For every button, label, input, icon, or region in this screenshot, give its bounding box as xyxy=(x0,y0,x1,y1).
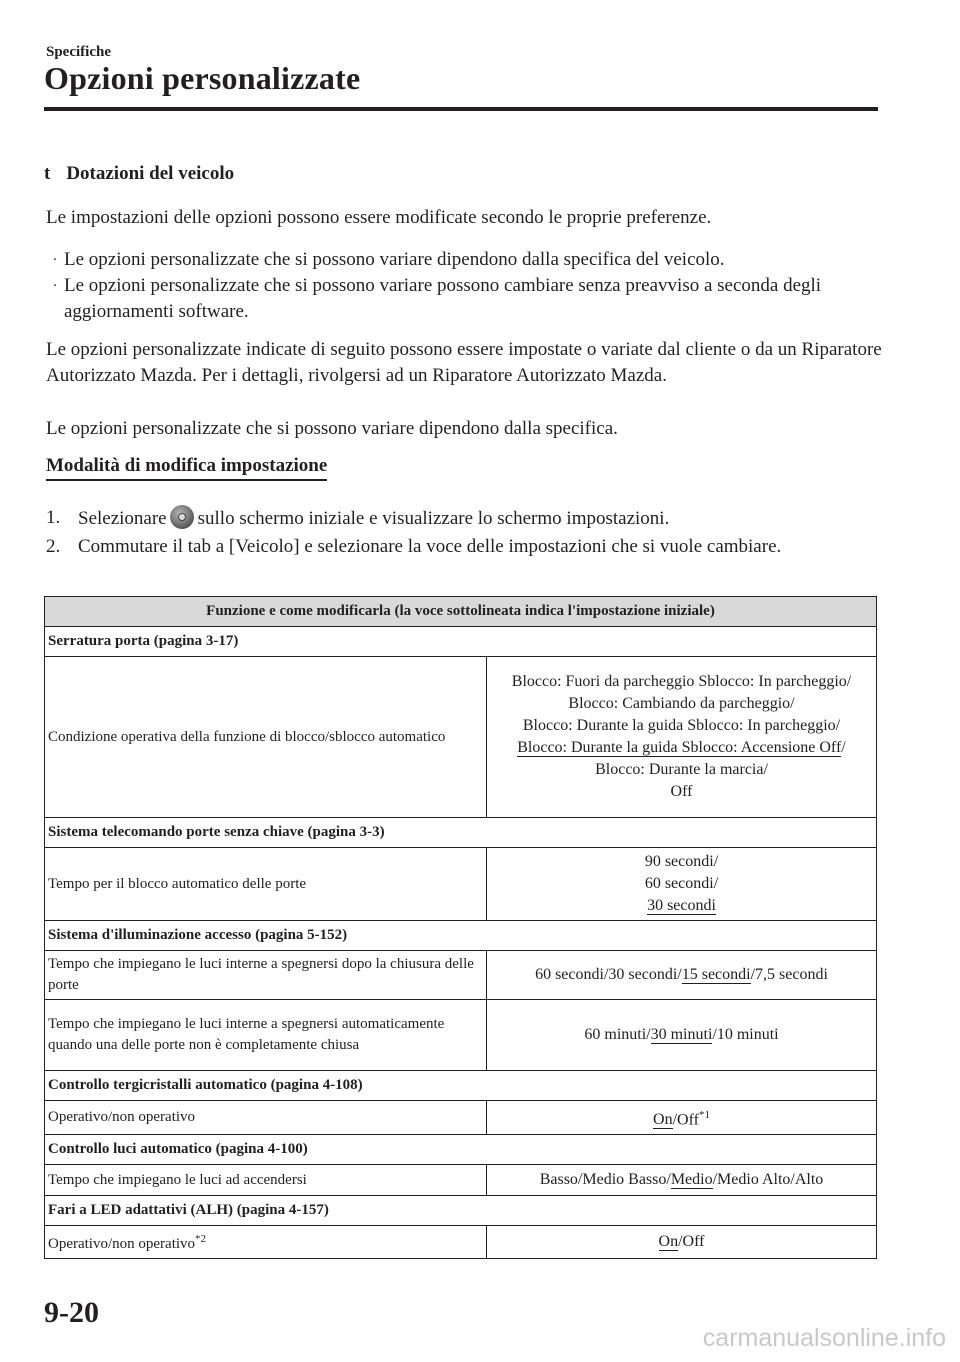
default-option: Blocco: Durante la guida Sblocco: Accensione Off xyxy=(517,739,842,756)
settings-gear-icon xyxy=(170,505,194,529)
option-line: Blocco: Fuori da parcheggio Sblocco: In parcheggio/ xyxy=(511,673,852,690)
option-separator: / xyxy=(841,739,846,756)
step-number: 1. xyxy=(46,507,61,528)
intro-paragraph: Le impostazioni delle opzioni possono essere modificate secondo le proprie preferenze. xyxy=(46,207,712,228)
option-line: Blocco: Cambiando da parcheggio/ xyxy=(568,695,795,712)
row-label-text: Operativo/non operativo xyxy=(48,1236,196,1253)
row-label: Tempo che impiegano le luci interne a spegnersi automaticamente quando una delle porte non è completamente chiusa xyxy=(45,1000,487,1071)
row-label xyxy=(45,1226,487,1259)
footnote-mark: *2 xyxy=(195,1233,207,1246)
section-heading xyxy=(44,163,234,185)
step-text xyxy=(78,505,882,532)
table-row xyxy=(45,1000,877,1071)
watermark: carmanualsonline.info xyxy=(702,1324,946,1352)
table-header-cell: Funzione e come modificarla (la voce sottolineata indica l'impostazione iniziale) xyxy=(45,597,877,627)
list-item xyxy=(46,247,882,273)
step-number: 2. xyxy=(46,536,61,557)
default-option: 30 secondi xyxy=(647,897,716,914)
section-door-lock: Serratura porta (pagina 3-17) xyxy=(45,627,877,657)
option-line: Blocco: Durante la guida Sblocco: In parcheggio/ xyxy=(522,717,841,734)
row-value xyxy=(487,951,877,1000)
procedure-subheading: Modalità di modifica impostazione xyxy=(46,455,327,481)
row-label: Tempo per il blocco automatico delle porte xyxy=(45,848,487,921)
option-text: /10 minuti xyxy=(712,1026,779,1043)
procedure-steps xyxy=(46,505,882,562)
table-section-row xyxy=(45,627,877,657)
default-option: Medio xyxy=(670,1171,713,1189)
bullet-list xyxy=(46,247,882,325)
table-header-row xyxy=(45,597,877,627)
option-text: /7,5 secondi xyxy=(750,966,828,983)
row-value xyxy=(487,1000,877,1071)
section-lights: Controllo luci automatico (pagina 4-100) xyxy=(45,1135,877,1165)
bullet-text: Le opzioni personalizzate che si possono variare possono cambiare senza preavviso a seconda degli aggiornamenti software. xyxy=(64,275,822,322)
section-title: Dotazioni del veicolo xyxy=(66,163,235,184)
option-line xyxy=(490,895,873,917)
section-wiper: Controllo tergicristalli automatico (pagina 4-108) xyxy=(45,1071,877,1101)
default-option: 15 secondi xyxy=(681,966,751,983)
row-label: Tempo che impiegano le luci ad accendersi xyxy=(45,1165,487,1196)
option-line: 90 secondi/ xyxy=(644,853,719,870)
row-value xyxy=(487,657,877,818)
option-text: /Medio Alto/Alto xyxy=(712,1171,824,1189)
step-text: Commutare il tab a [Veicolo] e selezionare la voce delle impostazioni che si vuole cambiare. xyxy=(78,536,782,557)
row-value xyxy=(487,1226,877,1259)
row-value xyxy=(487,1101,877,1135)
option-line: 60 secondi/ xyxy=(644,875,719,892)
bullet-dot: · xyxy=(52,278,58,294)
table-section-row xyxy=(45,818,877,848)
page-number: 9-20 xyxy=(44,1296,99,1329)
table-row xyxy=(45,1165,877,1196)
step-item xyxy=(46,534,882,560)
table-row xyxy=(45,951,877,1000)
row-value xyxy=(487,848,877,921)
table-row xyxy=(45,848,877,921)
table-section-row xyxy=(45,1135,877,1165)
default-option: On xyxy=(653,1111,673,1129)
option-text: 60 minuti/ xyxy=(584,1026,651,1043)
row-value xyxy=(487,1165,877,1196)
header-section-label: Specifiche xyxy=(46,44,111,60)
table-section-row xyxy=(45,1071,877,1101)
default-option: On xyxy=(658,1233,679,1251)
section-marker-icon: t xyxy=(44,163,51,184)
row-label: Operativo/non operativo xyxy=(45,1101,487,1135)
bullet-dot: · xyxy=(52,252,58,268)
footnote-mark: *1 xyxy=(698,1109,710,1121)
option-text: /Off xyxy=(672,1111,699,1129)
row-label: Condizione operativa della funzione di blocco/sblocco automatico xyxy=(45,657,487,818)
bullet-text: Le opzioni personalizzate che si possono variare dipendono dalla specifica del veicolo. xyxy=(64,249,725,270)
list-item xyxy=(46,273,882,325)
table-row xyxy=(45,1101,877,1135)
option-text: /Off xyxy=(678,1233,705,1251)
option-text: Basso/Medio Basso/ xyxy=(539,1171,671,1189)
settings-table xyxy=(44,596,877,1259)
step-item xyxy=(46,505,882,532)
section-alh: Fari a LED adattativi (ALH) (pagina 4-157) xyxy=(45,1196,877,1226)
paragraph-customer-dealer: Le opzioni personalizzate indicate di seguito possono essere impostate o variate dal cliente o da un Riparatore Autorizzato Mazda. Per i dettagli, rivolgersi ad un Riparatore Autorizzato Mazda. xyxy=(46,339,882,386)
page-title: Opzioni personalizzate xyxy=(44,60,361,96)
table-section-row xyxy=(45,1196,877,1226)
step-text-after: sullo schermo iniziale e visualizzare lo schermo impostazioni. xyxy=(197,508,670,529)
table-row xyxy=(45,657,877,818)
option-line: Blocco: Durante la marcia/ xyxy=(595,761,768,778)
header-divider xyxy=(44,107,878,111)
row-label: Tempo che impiegano le luci interne a spegnersi dopo la chiusura delle porte xyxy=(45,951,487,1000)
paragraph-specification: Le opzioni personalizzate che si possono variare dipendono dalla specifica. xyxy=(46,418,618,439)
option-line: Off xyxy=(670,783,693,800)
option-text: 60 secondi/30 secondi/ xyxy=(535,966,682,983)
default-option: 30 minuti xyxy=(650,1026,713,1043)
option-line xyxy=(490,737,873,759)
table-row xyxy=(45,1226,877,1259)
table-section-row xyxy=(45,921,877,951)
step-text-before: Selezionare xyxy=(78,508,167,529)
section-illumination: Sistema d'illuminazione accesso (pagina 5-152) xyxy=(45,921,877,951)
section-keyless: Sistema telecomando porte senza chiave (pagina 3-3) xyxy=(45,818,877,848)
